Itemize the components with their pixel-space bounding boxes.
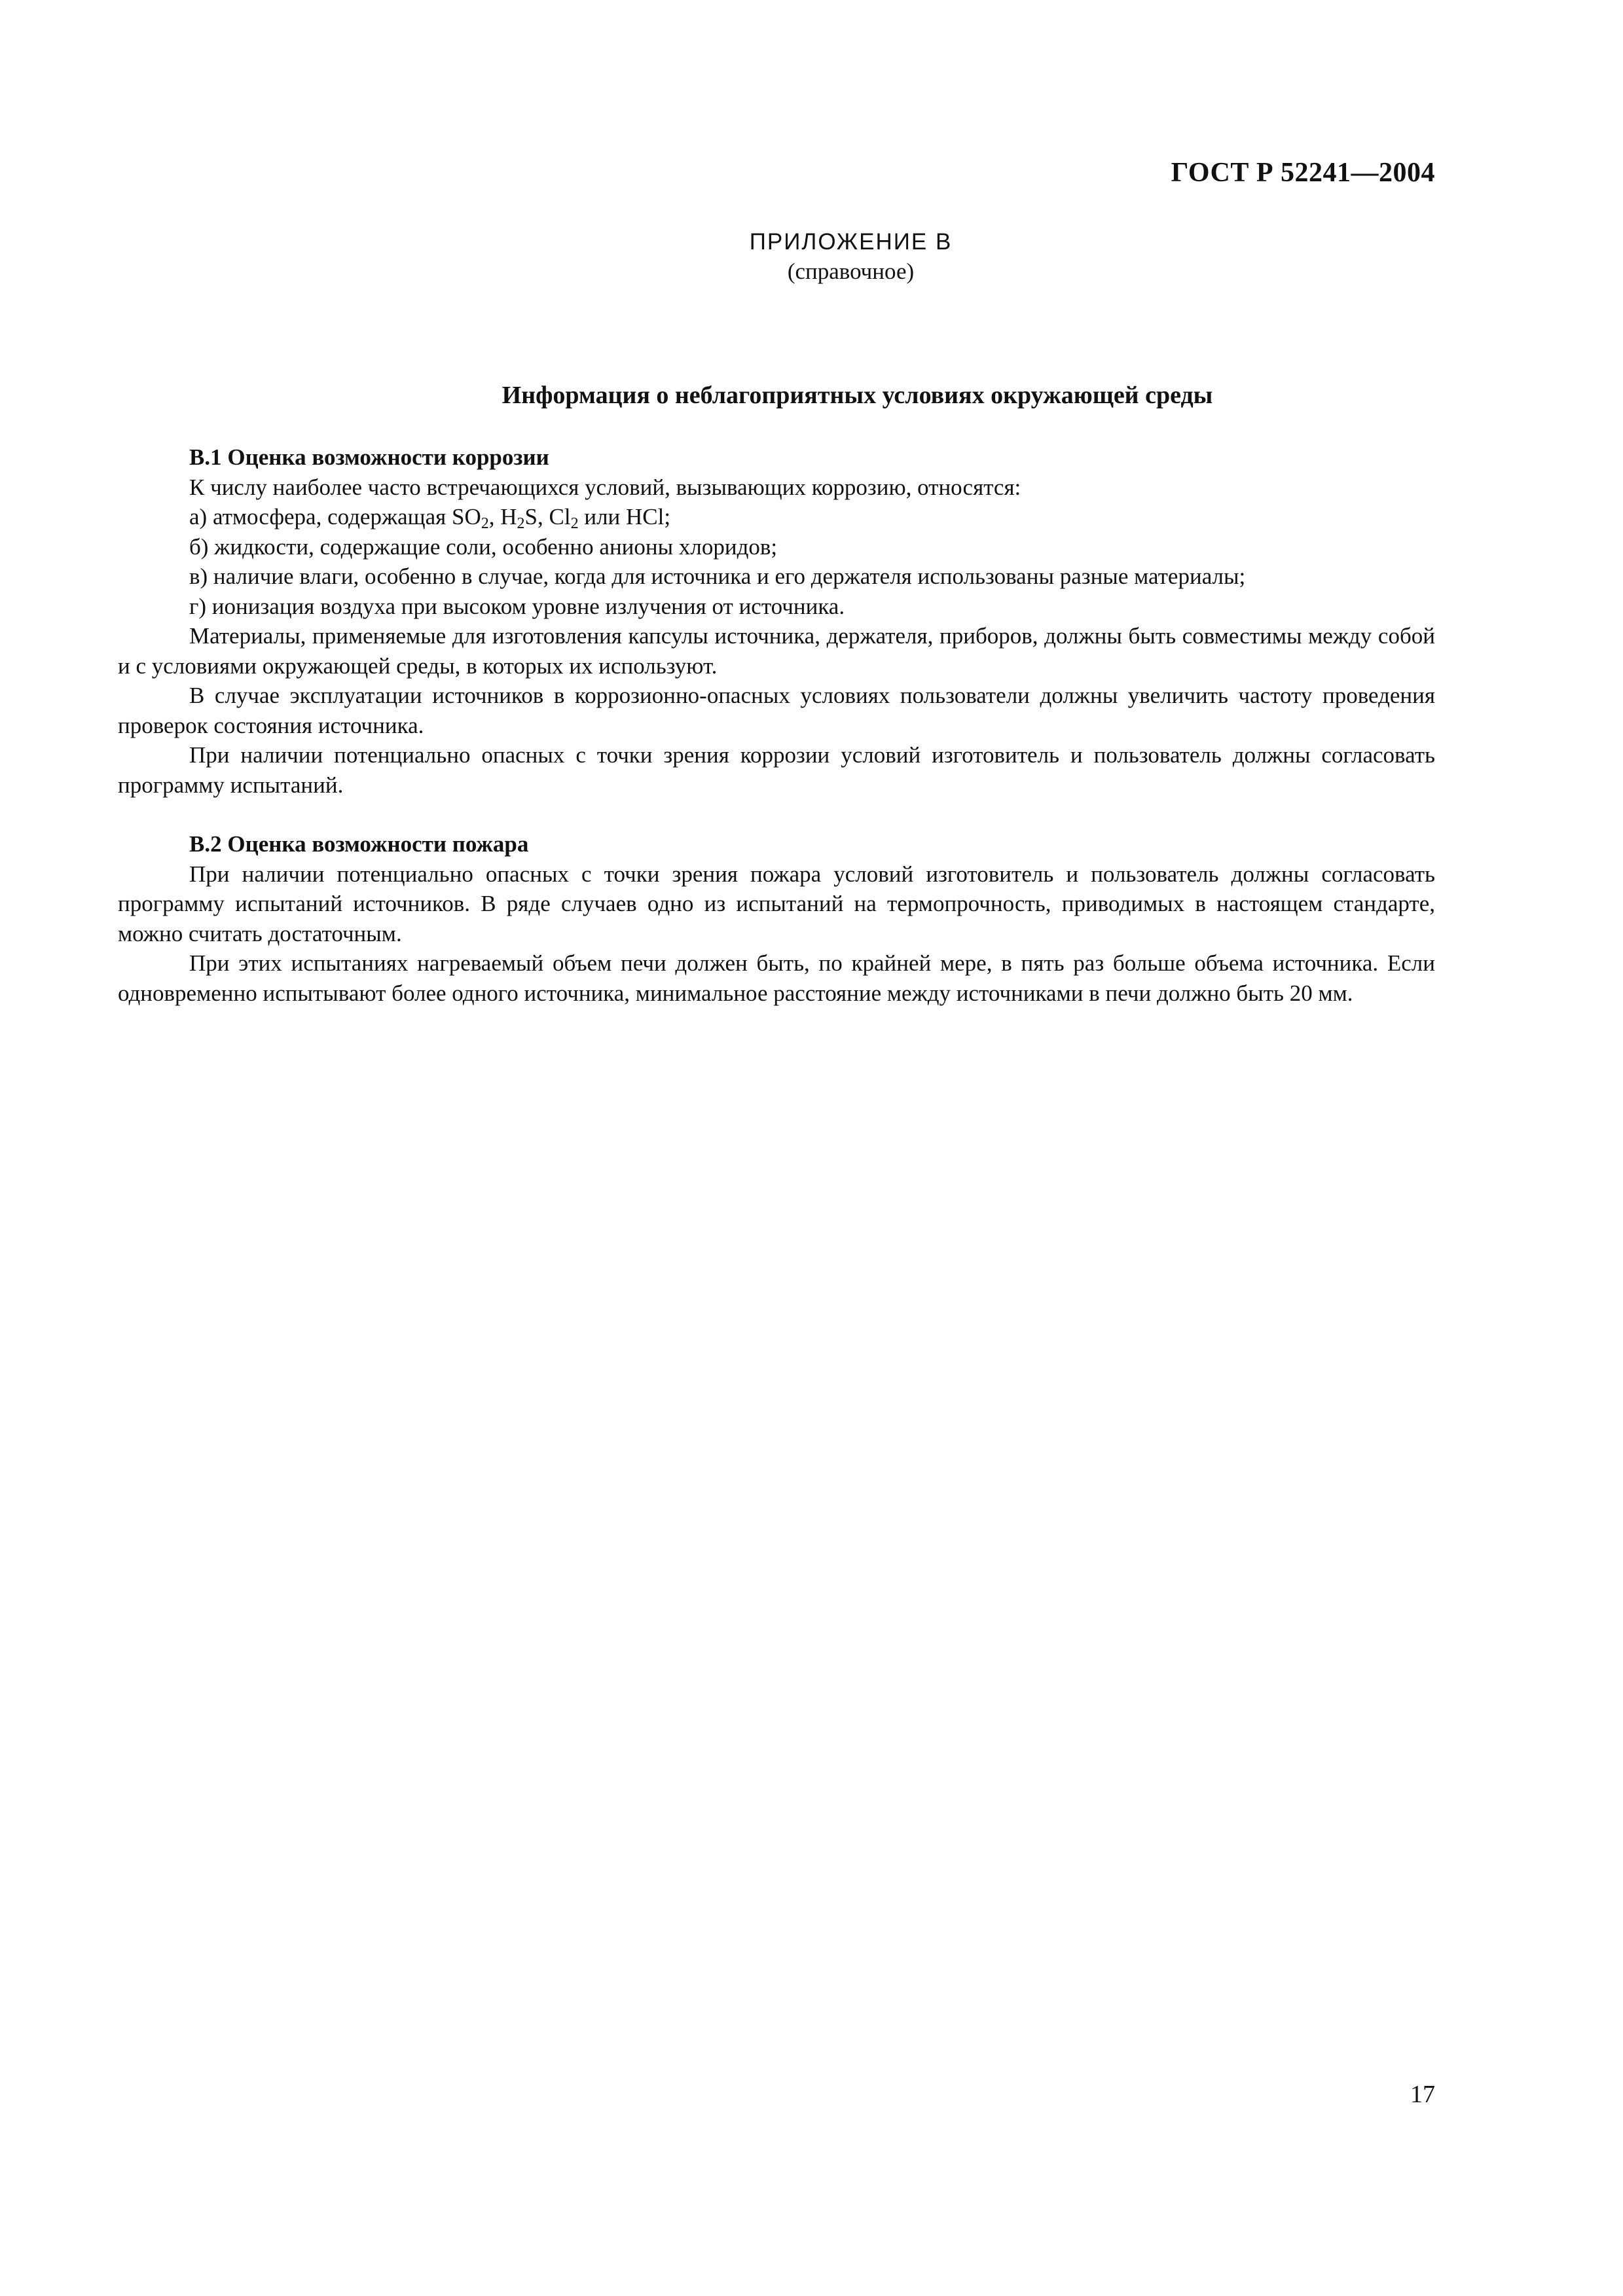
paragraph-corrosive-conditions: В случае эксплуатации источников в коррозионно-опасных условиях пользователи должны увеличить частоту проведения проверок состояния источника. <box>118 683 1435 738</box>
list-item-c: в) наличие влаги, особенно в случае, когда для источника и его держателя использованы разные материалы; <box>189 564 1246 589</box>
list-item-a-text: а) атмосфера, содержащая SO <box>189 504 481 529</box>
list-item-a-sep1: , H <box>488 504 517 529</box>
section-b1-heading: В.1 Оценка возможности коррозии <box>189 444 549 470</box>
list-item-d: г) ионизация воздуха при высоком уровне излучения от источника. <box>189 593 845 619</box>
so2-subscript: 2 <box>481 515 489 532</box>
list-item-a-sep2: S, Cl <box>524 504 571 529</box>
paragraph-materials: Материалы, применяемые для изготовления капсулы источника, держателя, приборов, должны быть совместимы между собой и с условиями окружающей среды, в которых их используют. <box>118 623 1435 679</box>
appendix-subtitle: (справочное) <box>787 259 915 284</box>
section-b2-heading: В.2 Оценка возможности пожара <box>189 831 529 857</box>
paragraph-furnace-volume: При этих испытаниях нагреваемый объем печи должен быть, по крайней мере, в пять раз больше объема источника. Если одновременно испытывают более одного источника, минимальное расстояние между источниками в печи должно быть 20 мм. <box>118 950 1435 1006</box>
page-number: 17 <box>1410 2081 1435 2108</box>
appendix-title: ПРИЛОЖЕНИЕ В <box>749 229 953 255</box>
list-item-a-suffix: или HCl; <box>578 504 671 529</box>
document-code-header: ГОСТ Р 52241—2004 <box>1171 158 1435 188</box>
paragraph-fire-conditions: При наличии потенциально опасных с точки зрения пожара условий изготовитель и пользователь должны согласовать программу испытаний источников. В ряде случаев одно из испытаний на термопрочность, приводимых в настоящем стандарте, можно считать достаточным. <box>118 861 1435 946</box>
h2s-subscript: 2 <box>517 515 525 532</box>
document-body <box>118 442 1435 1008</box>
paragraph-test-agreement: При наличии потенциально опасных с точки зрения коррозии условий изготовитель и пользователь должны согласовать программу испытаний. <box>118 742 1435 798</box>
section-b1-intro: К числу наиболее часто встречающихся условий, вызывающих коррозию, относятся: <box>189 474 1021 500</box>
main-heading: Информация о неблагоприятных условиях окружающей среды <box>501 382 1213 409</box>
list-item-b: б) жидкости, содержащие соли, особенно анионы хлоридов; <box>189 533 778 560</box>
list-item-a <box>118 502 1435 532</box>
cl2-subscript: 2 <box>570 515 579 532</box>
